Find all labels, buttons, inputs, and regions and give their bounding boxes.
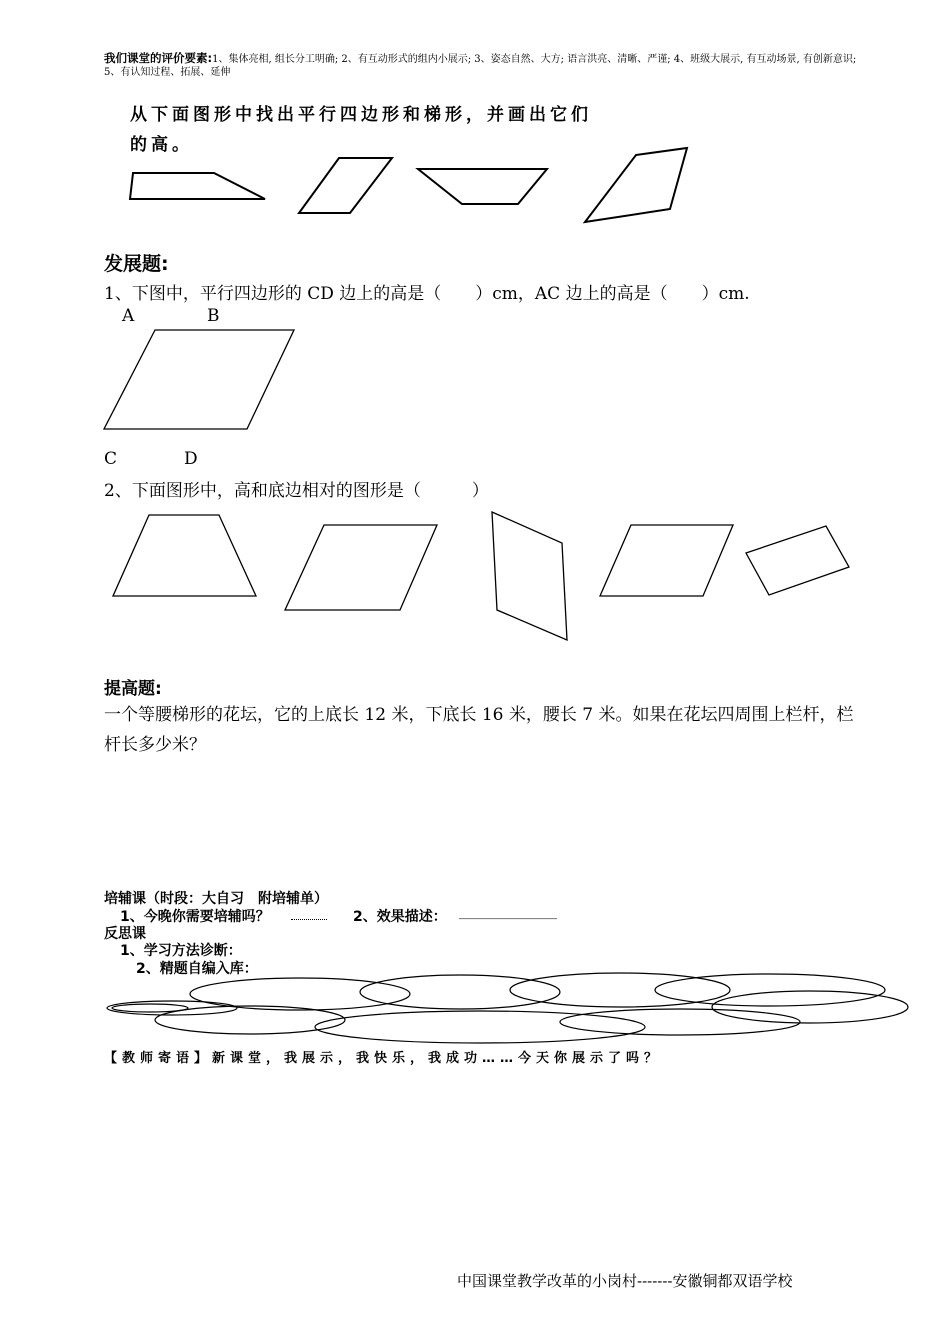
q2-shape-parallelogram-2 <box>492 512 567 640</box>
reflection-item-1: 1、学习方法诊断： <box>120 943 242 959</box>
shape-parallelogram-1 <box>299 158 392 213</box>
shape-parallelogram-2 <box>585 148 687 222</box>
reflection-item-2: 2、精题自编入库： <box>136 961 258 977</box>
vertex-label-c: C <box>104 449 118 469</box>
exercise-shapes <box>130 148 687 222</box>
tutoring-answer-line <box>291 919 327 920</box>
cloud-shape <box>107 973 908 1043</box>
q2-shape-parallelogram-3 <box>600 525 733 596</box>
advanced-heading: 提高题: <box>104 679 162 699</box>
development-heading: 发展题: <box>104 253 169 275</box>
parallelogram-abcd <box>104 330 294 429</box>
vertex-label-a: A <box>122 306 135 326</box>
shape-trapezoid-1 <box>130 173 265 199</box>
effect-description-blank: ______________ <box>459 904 557 920</box>
tutoring-title: 培辅课（时段：大自习 附培辅单） <box>104 891 328 907</box>
q2-shape-parallelogram-4 <box>746 526 849 595</box>
evaluation-items: 1、集体亮相, 组长分工明确; 2、有互动形式的组内小展示; 3、姿态自然、大方; 语言洪亮、清晰、严谨; 4、班级大展示, 有互动场景, 有创新意识; 5、有认知过程、拓展、延伸 <box>104 54 857 78</box>
exercise-instruction-line1: 从下面图形中找出平行四边形和梯形，并画出它们 <box>130 105 592 125</box>
footer-text: 中国课堂教学改革的小岗村-------安徽铜都双语学校 <box>457 1272 793 1290</box>
teacher-motto: 【教师寄语】新课堂，我展示，我快乐，我成功……今天你展示了吗？ <box>104 1051 663 1066</box>
evaluation-title: 我们课堂的评价要素: <box>104 51 213 65</box>
tutoring-question-1: 1、今晚你需要培辅吗？ <box>120 909 270 925</box>
tutoring-question-2: 2、效果描述： <box>353 909 447 925</box>
vertex-label-b: B <box>207 306 220 326</box>
question-2: 2、下面图形中，高和底边相对的图形是（ ） <box>104 481 489 501</box>
exercise-instruction-line2: 的高。 <box>130 135 193 155</box>
vertex-label-d: D <box>184 449 198 469</box>
q2-shape-parallelogram-1 <box>285 525 437 610</box>
reflection-title: 反思课 <box>104 926 146 942</box>
question-1: 1、下图中，平行四边形的 CD 边上的高是（ ）cm，AC 边上的高是（ ）cm. <box>104 284 750 304</box>
shape-trapezoid-2 <box>418 169 547 204</box>
advanced-problem: 一个等腰梯形的花坛，它的上底长 12 米，下底长 16 米，腰长 7 米。如果在花坛四周围上栏杆，栏杆长多少米？ <box>104 705 854 755</box>
q2-shape-trapezoid <box>113 515 256 596</box>
